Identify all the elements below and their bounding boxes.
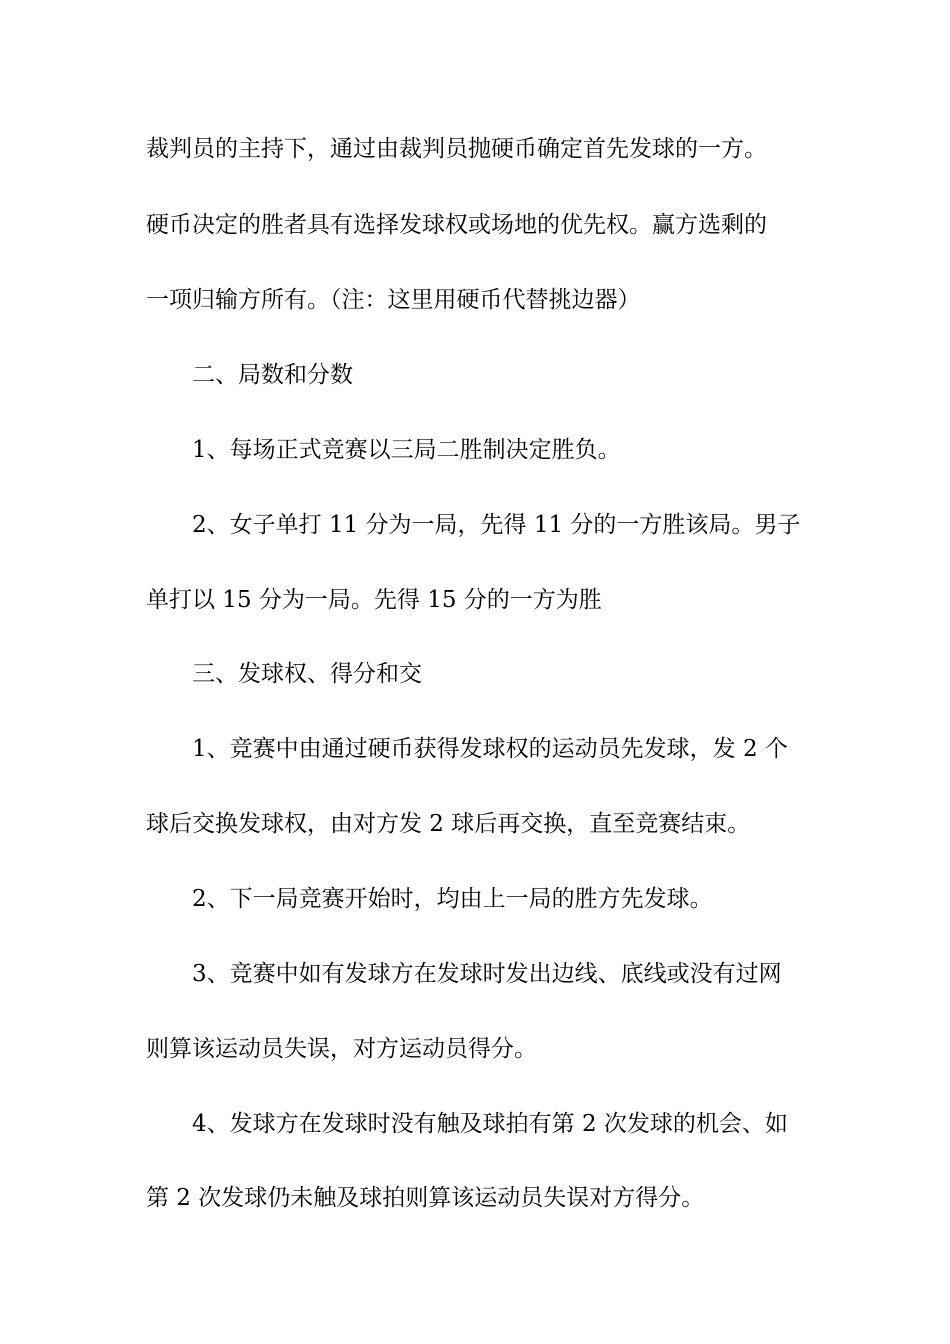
text-line: 裁判员的主持下，通过由裁判员抛硬币确定首先发球的一方。 — [146, 136, 767, 162]
section-heading: 二、局数和分数 — [192, 362, 353, 388]
text-line: 1、竞赛中由通过硬币获得发球权的运动员先发球，发 2 个 — [192, 736, 788, 762]
text-line: 则算该运动员失误，对方运动员得分。 — [146, 1036, 537, 1062]
text-line: 单打以 15 分为一局。先得 15 分的一方为胜 — [146, 587, 602, 613]
text-line: 3、竞赛中如有发球方在发球时发出边线、底线或没有过网 — [192, 961, 782, 987]
text-line: 第 2 次发球仍未触及球拍则算该运动员失误对方得分。 — [146, 1185, 705, 1211]
text-line: 1、每场正式竞赛以三局二胜制决定胜负。 — [192, 437, 621, 463]
text-line: 一项归输方所有。（注：这里用硬币代替挑边器） — [146, 287, 641, 313]
text-line: 2、女子单打 11 分为一局，先得 11 分的一方胜该局。男子 — [192, 512, 801, 538]
text-line: 2、下一局竞赛开始时，均由上一局的胜方先发球。 — [192, 886, 713, 912]
text-line: 4、发球方在发球时没有触及球拍有第 2 次发球的机会、如 — [192, 1111, 788, 1137]
section-heading: 三、发球权、得分和交 — [192, 661, 422, 687]
text-line: 球后交换发球权，由对方发 2 球后再交换，直至竞赛结束。 — [146, 811, 751, 837]
text-line: 硬币决定的胜者具有选择发球权或场地的优先权。赢方选剩的 — [146, 212, 767, 238]
